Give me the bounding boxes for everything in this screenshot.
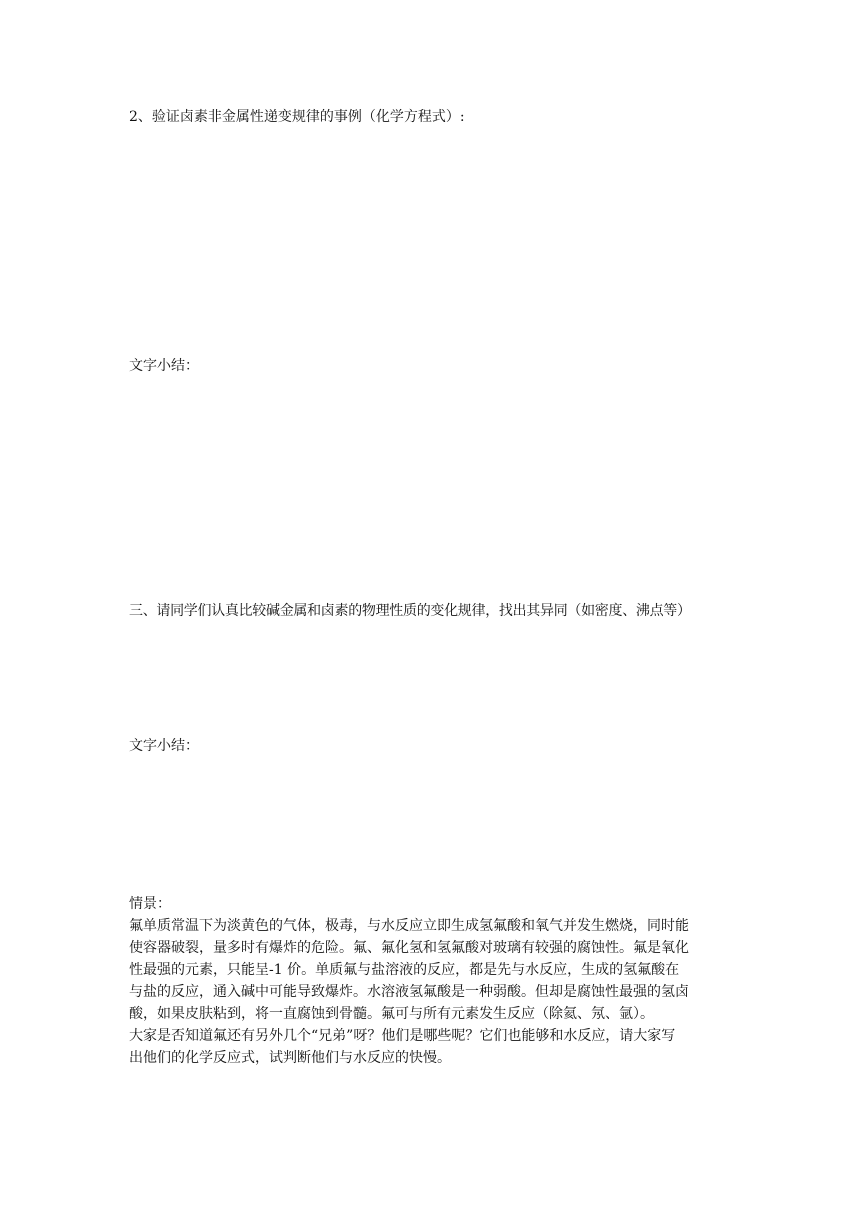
question-line: 出他们的化学反应式，试判断他们与水反应的快慢。 <box>129 1050 451 1066</box>
scenario-line: 使容器破裂，量多时有爆炸的危险。氟、氟化氢和氢氟酸对玻璃有较强的腐蚀性。氟是氧化 <box>129 940 689 956</box>
summary-label-2: 文字小结： <box>129 738 199 754</box>
item2-heading: 2、验证卤素非金属性递变规律的事例（化学方程式）: <box>129 109 465 125</box>
section3-heading: 三、请同学们认真比较碱金属和卤素的物理性质的变化规律，找出其异同（如密度、沸点等） <box>129 603 691 619</box>
question-line: 大家是否知道氟还有另外几个“兄弟”呀？他们是哪些呢？它们也能够和水反应，请大家写 <box>129 1028 676 1044</box>
scenario-line: 氟单质常温下为淡黄色的气体，极毒，与水反应立即生成氢氟酸和氧气并发生燃烧，同时能 <box>129 918 689 934</box>
scenario-line: 性最强的元素，只能呈-1 价。单质氟与盐溶液的反应，都是先与水反应，生成的氢氟酸在 <box>129 962 680 978</box>
scenario-line: 与盐的反应，通入碱中可能导致爆炸。水溶液氢氟酸是一种弱酸。但却是腐蚀性最强的氢卤 <box>129 984 689 1000</box>
scenario-block <box>129 893 729 1069</box>
scenario-label: 情景： <box>129 896 171 912</box>
scenario-line: 酸，如果皮肤粘到，将一直腐蚀到骨髓。氟可与所有元素发生反应（除氦、氖、氩）。 <box>129 1006 654 1022</box>
summary-label-1: 文字小结： <box>129 358 199 374</box>
